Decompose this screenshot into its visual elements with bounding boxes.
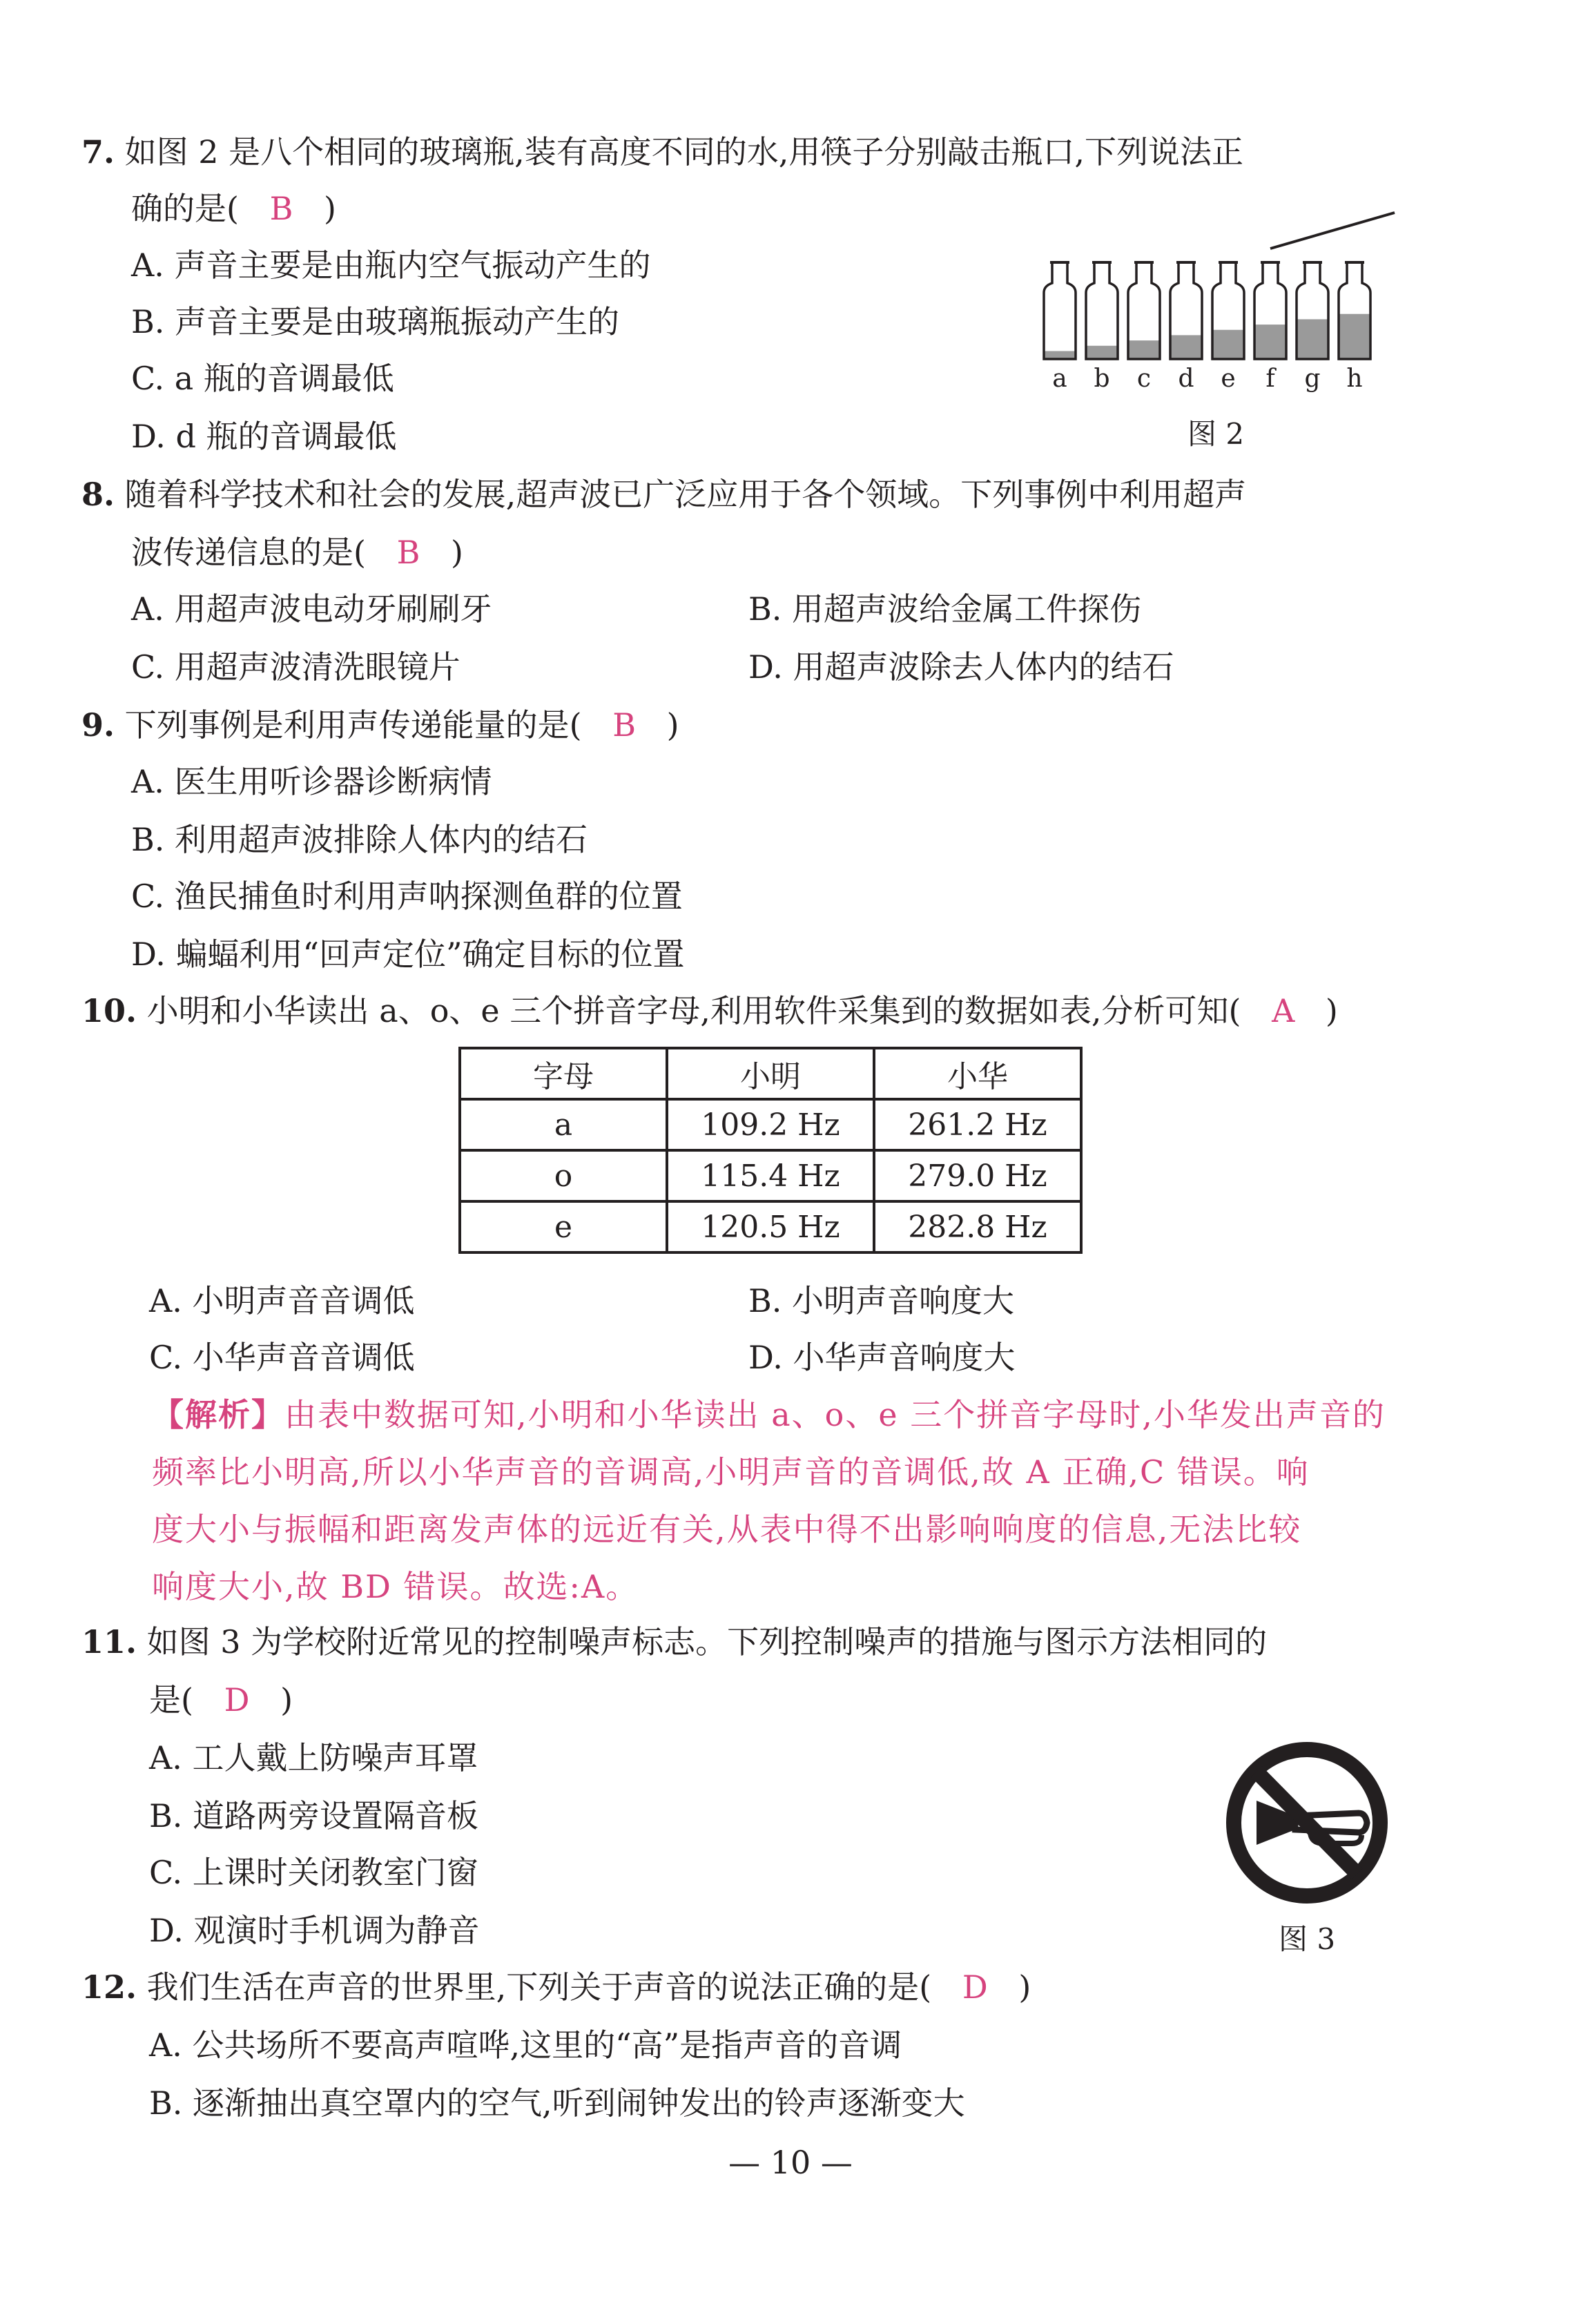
q11-stem-line2 [149,1679,293,1721]
q12-number: 12. [81,1968,137,2006]
water-level [1297,319,1328,359]
table-cell: 120.5 Hz [667,1201,874,1252]
analysis-line [152,1386,1395,1444]
q11-number: 11. [81,1623,137,1660]
q10-stem [81,990,1338,1032]
q8-stem-line2 [131,532,463,573]
q9-number: 9. [81,706,115,744]
figure2-caption: 图 2 [1187,417,1245,451]
bottle-label: c [1136,365,1152,393]
water-level [1170,335,1202,359]
q8-option-b: B. 用超声波给金属工件探伤 [748,590,1142,628]
bottle-label: h [1346,365,1363,393]
q9-option-b: B. 利用超声波排除人体内的结石 [131,821,588,858]
q10-answer: A [1272,992,1295,1029]
no-horn-sign-icon [1221,1740,1393,1906]
q9-stem-pre: 下列事例是利用声传递能量的是( [124,706,582,744]
water-level [1339,314,1370,359]
q8-option-a: A. 用超声波电动牙刷刷牙 [131,590,492,628]
q11-answer: D [224,1681,250,1718]
q9-option-a: A. 医生用听诊器诊断病情 [131,763,492,800]
analysis-tag: 【解析】 [152,1396,284,1433]
q11-stem-line1 [81,1621,1267,1663]
q9-stem-post: ) [666,706,679,744]
q11-option-c: C. 上课时关闭教室门窗 [149,1854,478,1891]
bottle-a [1044,262,1076,393]
table-header: 字母 [460,1048,667,1099]
q11-stem-pre: 是( [149,1681,193,1718]
table-row [460,1201,1081,1252]
q11-option-d: D. 观演时手机调为静音 [149,1912,480,1949]
q10-data-table [458,1047,1083,1254]
q7-stem-post: ) [324,190,336,227]
water-level [1128,340,1160,359]
q7-option-a: A. 声音主要是由瓶内空气振动产生的 [131,246,651,284]
table-cell: a [460,1099,667,1150]
q10-option-b: B. 小明声音响度大 [748,1282,1015,1319]
table-cell: e [460,1201,667,1252]
analysis-line: 频率比小明高,所以小华声音的音调高,小明声音的音调低,故 A 正确,C 错误。响 [152,1453,1310,1491]
q7-option-b: B. 声音主要是由玻璃瓶振动产生的 [131,303,620,340]
q9-option-c: C. 渔民捕鱼时利用声呐探测鱼群的位置 [131,878,683,915]
table-cell: 109.2 Hz [667,1099,874,1150]
bottle-label: e [1221,365,1236,393]
water-level [1086,346,1118,359]
bottle-label: b [1094,365,1110,393]
q10-stem-post: ) [1325,992,1338,1029]
bottle-h [1339,262,1370,393]
chopstick [1270,213,1395,249]
q7-number: 7. [81,133,115,171]
table-cell: 115.4 Hz [667,1150,874,1201]
q8-number: 8. [81,476,115,513]
q10-number: 10. [81,992,137,1029]
q10-option-a: A. 小明声音音调低 [149,1282,415,1319]
bottle-label: a [1052,365,1067,393]
q7-stem-text: 如图 2 是八个相同的玻璃瓶,装有高度不同的水,用筷子分别敲击瓶口,下列说法正 [124,133,1244,171]
q10-stem-pre: 小明和小华读出 a、o、e 三个拼音字母,利用软件采集到的数据如表,分析可知( [146,992,1241,1029]
bottle-e [1212,262,1244,393]
q8-answer: B [396,534,420,571]
table-cell: 282.8 Hz [874,1201,1081,1252]
water-level [1254,325,1286,359]
q7-stem-line2 [131,188,336,229]
table-cell: o [460,1150,667,1201]
q8-stem-pre: 波传递信息的是( [131,534,366,571]
table-row [460,1150,1081,1201]
q7-stem-line1 [81,131,1243,173]
q9-option-d: D. 蝙蝠利用“回声定位”确定目标的位置 [131,936,685,973]
analysis-line: 度大小与振幅和距离发声体的远近有关,从表中得不出影响响度的信息,无法比较 [152,1511,1302,1548]
analysis-text: 由表中数据可知,小明和小华读出 a、o、e 三个拼音字母时,小华发出声音的 [284,1396,1386,1433]
table-header: 小华 [874,1048,1081,1099]
q12-stem [81,1966,1031,2008]
bottle-label: f [1265,365,1275,393]
figure3-caption: 图 3 [1279,1922,1336,1956]
q12-stem-post: ) [1018,1968,1031,2006]
bottle-b [1086,262,1118,393]
q9-answer: B [612,706,637,744]
q8-option-d: D. 用超声波除去人体内的结石 [748,648,1174,686]
q11-stem-post: ) [280,1681,293,1718]
bottle-c [1128,262,1160,393]
q7-option-d: D. d 瓶的音调最低 [131,418,397,455]
q8-stem-post: ) [451,534,463,571]
table-row [460,1099,1081,1150]
bottle-outline [1044,262,1076,359]
q12-stem-pre: 我们生活在声音的世界里,下列关于声音的说法正确的是( [146,1968,932,2006]
q7-stem-pre: 确的是( [131,190,239,227]
q12-option-b: B. 逐渐抽出真空罩内的空气,听到闹钟发出的铃声逐渐变大 [149,2084,965,2122]
bottle-f [1254,262,1286,393]
q7-option-c: C. a 瓶的音调最低 [131,360,394,397]
bottle-outline [1086,262,1118,359]
q10-analysis [152,1386,1395,1616]
bottle-label: g [1304,365,1321,393]
q8-option-c: C. 用超声波清洗眼镜片 [131,648,460,686]
q8-stem-text: 随着科学技术和社会的发展,超声波已广泛应用于各个领域。下列事例中利用超声 [124,476,1247,513]
q12-option-a: A. 公共场所不要高声喧哗,这里的“高”是指声音的音调 [149,2026,902,2064]
q9-stem [81,704,679,746]
q8-stem-line1 [81,474,1246,515]
analysis-line: 响度大小,故 BD 错误。故选:A。 [152,1568,639,1605]
q11-option-b: B. 道路两旁设置隔音板 [149,1797,479,1834]
water-level [1212,330,1244,359]
q12-answer: D [962,1968,988,2006]
table-cell: 261.2 Hz [874,1099,1081,1150]
q10-option-c: C. 小华声音音调低 [149,1339,415,1376]
page-number: — 10 — [728,2144,853,2181]
bottle-label: d [1178,365,1194,393]
q7-answer: B [269,190,293,227]
q10-option-d: D. 小华声音响度大 [748,1339,1016,1376]
bottle-d [1170,262,1202,393]
q11-option-a: A. 工人戴上防噪声耳罩 [149,1739,478,1776]
q11-stem-text: 如图 3 为学校附近常见的控制噪声标志。下列控制噪声的措施与图示方法相同的 [146,1623,1268,1660]
figure2-bottles [1029,200,1401,407]
table-header-row [460,1048,1081,1099]
table-header: 小明 [667,1048,874,1099]
bottle-g [1297,262,1328,393]
table-cell: 279.0 Hz [874,1150,1081,1201]
